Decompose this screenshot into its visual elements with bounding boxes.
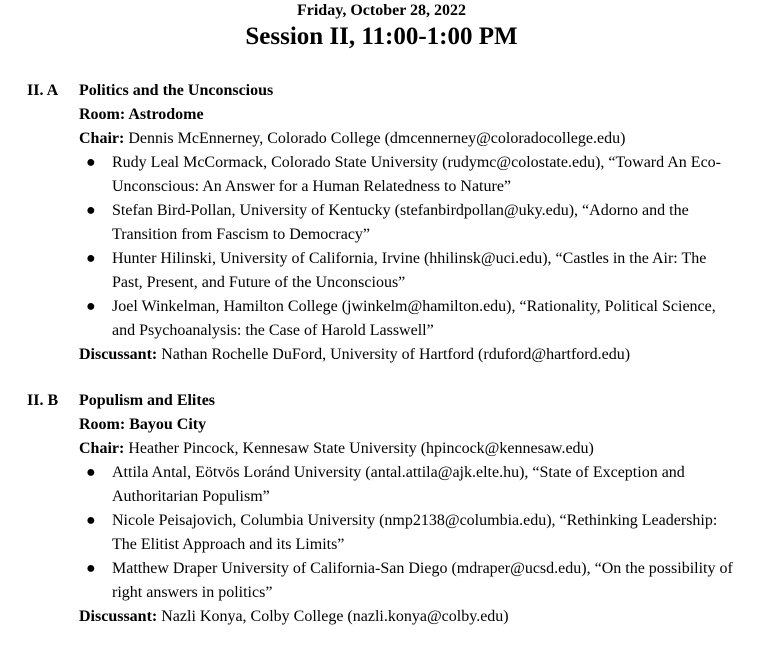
list-item [79, 509, 763, 557]
chair-name: Dennis McEnnerney, Colorado College (dmcennerney@coloradocollege.edu) [124, 130, 626, 147]
discussant-name: Nazli Konya, Colby College (nazli.konya@colby.edu) [157, 608, 509, 625]
chair-line [79, 127, 763, 151]
bullet-icon: ● [86, 560, 96, 577]
discussant-label: Discussant: [79, 346, 158, 363]
discussant-line [79, 605, 763, 629]
list-item [79, 247, 763, 295]
chair-line [79, 437, 763, 461]
list-item [79, 461, 763, 509]
bullet-icon: ● [86, 250, 96, 267]
paper-list [79, 151, 763, 343]
session-title: Session II, 11:00-1:00 PM [245, 23, 518, 50]
bullet-icon: ● [86, 464, 96, 481]
bullet-icon: ● [86, 154, 96, 171]
room-label: Room: Astrodome [79, 106, 204, 123]
list-item [79, 151, 763, 199]
section-ii-b [0, 389, 763, 629]
paper-text: Nicole Peisajovich, Columbia University (nmp2138@columbia.edu), “Rethinking Leadership: The Elitist Approach and its Limits” [112, 512, 718, 553]
section-ii-a [0, 79, 763, 367]
bullet-icon: ● [86, 298, 96, 315]
discussant-label: Discussant: [79, 608, 158, 625]
chair-label: Chair: [79, 440, 125, 457]
bullet-icon: ● [86, 202, 96, 219]
list-item [79, 557, 763, 605]
paper-list [79, 461, 763, 605]
room-label: Room: Bayou City [79, 416, 207, 433]
paper-text: Stefan Bird-Pollan, University of Kentucky (stefanbirdpollan@uky.edu), “Adorno and the Transition from Fascism to Democracy” [112, 202, 689, 243]
paper-text: Joel Winkelman, Hamilton College (jwinkelm@hamilton.edu), “Rationality, Political Science, and Psychoanalysis: the Case of Harold Lasswell” [112, 298, 716, 339]
section-id: II. B [27, 392, 59, 409]
paper-text: Hunter Hilinski, University of California, Irvine (hhilinsk@uci.edu), “Castles in the Air: The Past, Present, and Future of the Unconscious” [112, 250, 707, 291]
paper-text: Matthew Draper University of California-San Diego (mdraper@ucsd.edu), “On the possibility of right answers in politics” [112, 560, 733, 601]
discussant-line [79, 343, 763, 367]
paper-text: Attila Antal, Eötvös Loránd University (antal.attila@ajk.elte.hu), “State of Exception and Authoritarian Populism” [112, 464, 685, 505]
bullet-icon: ● [86, 512, 96, 529]
session-date: Friday, October 28, 2022 [296, 2, 467, 19]
discussant-name: Nathan Rochelle DuFord, University of Hartford (rduford@hartford.edu) [157, 346, 631, 363]
chair-name: Heather Pincock, Kennesaw State University (hpincock@kennesaw.edu) [124, 440, 594, 457]
section-title: Politics and the Unconscious [79, 82, 274, 99]
chair-label: Chair: [79, 130, 125, 147]
paper-text: Rudy Leal McCormack, Colorado State University (rudymc@colostate.edu), “Toward An Eco-Unconscious: An Answer for a Human Relatedness to Nature” [112, 154, 722, 195]
section-title: Populism and Elites [79, 392, 216, 409]
list-item [79, 199, 763, 247]
list-item [79, 295, 763, 343]
section-id: II. A [27, 82, 59, 99]
